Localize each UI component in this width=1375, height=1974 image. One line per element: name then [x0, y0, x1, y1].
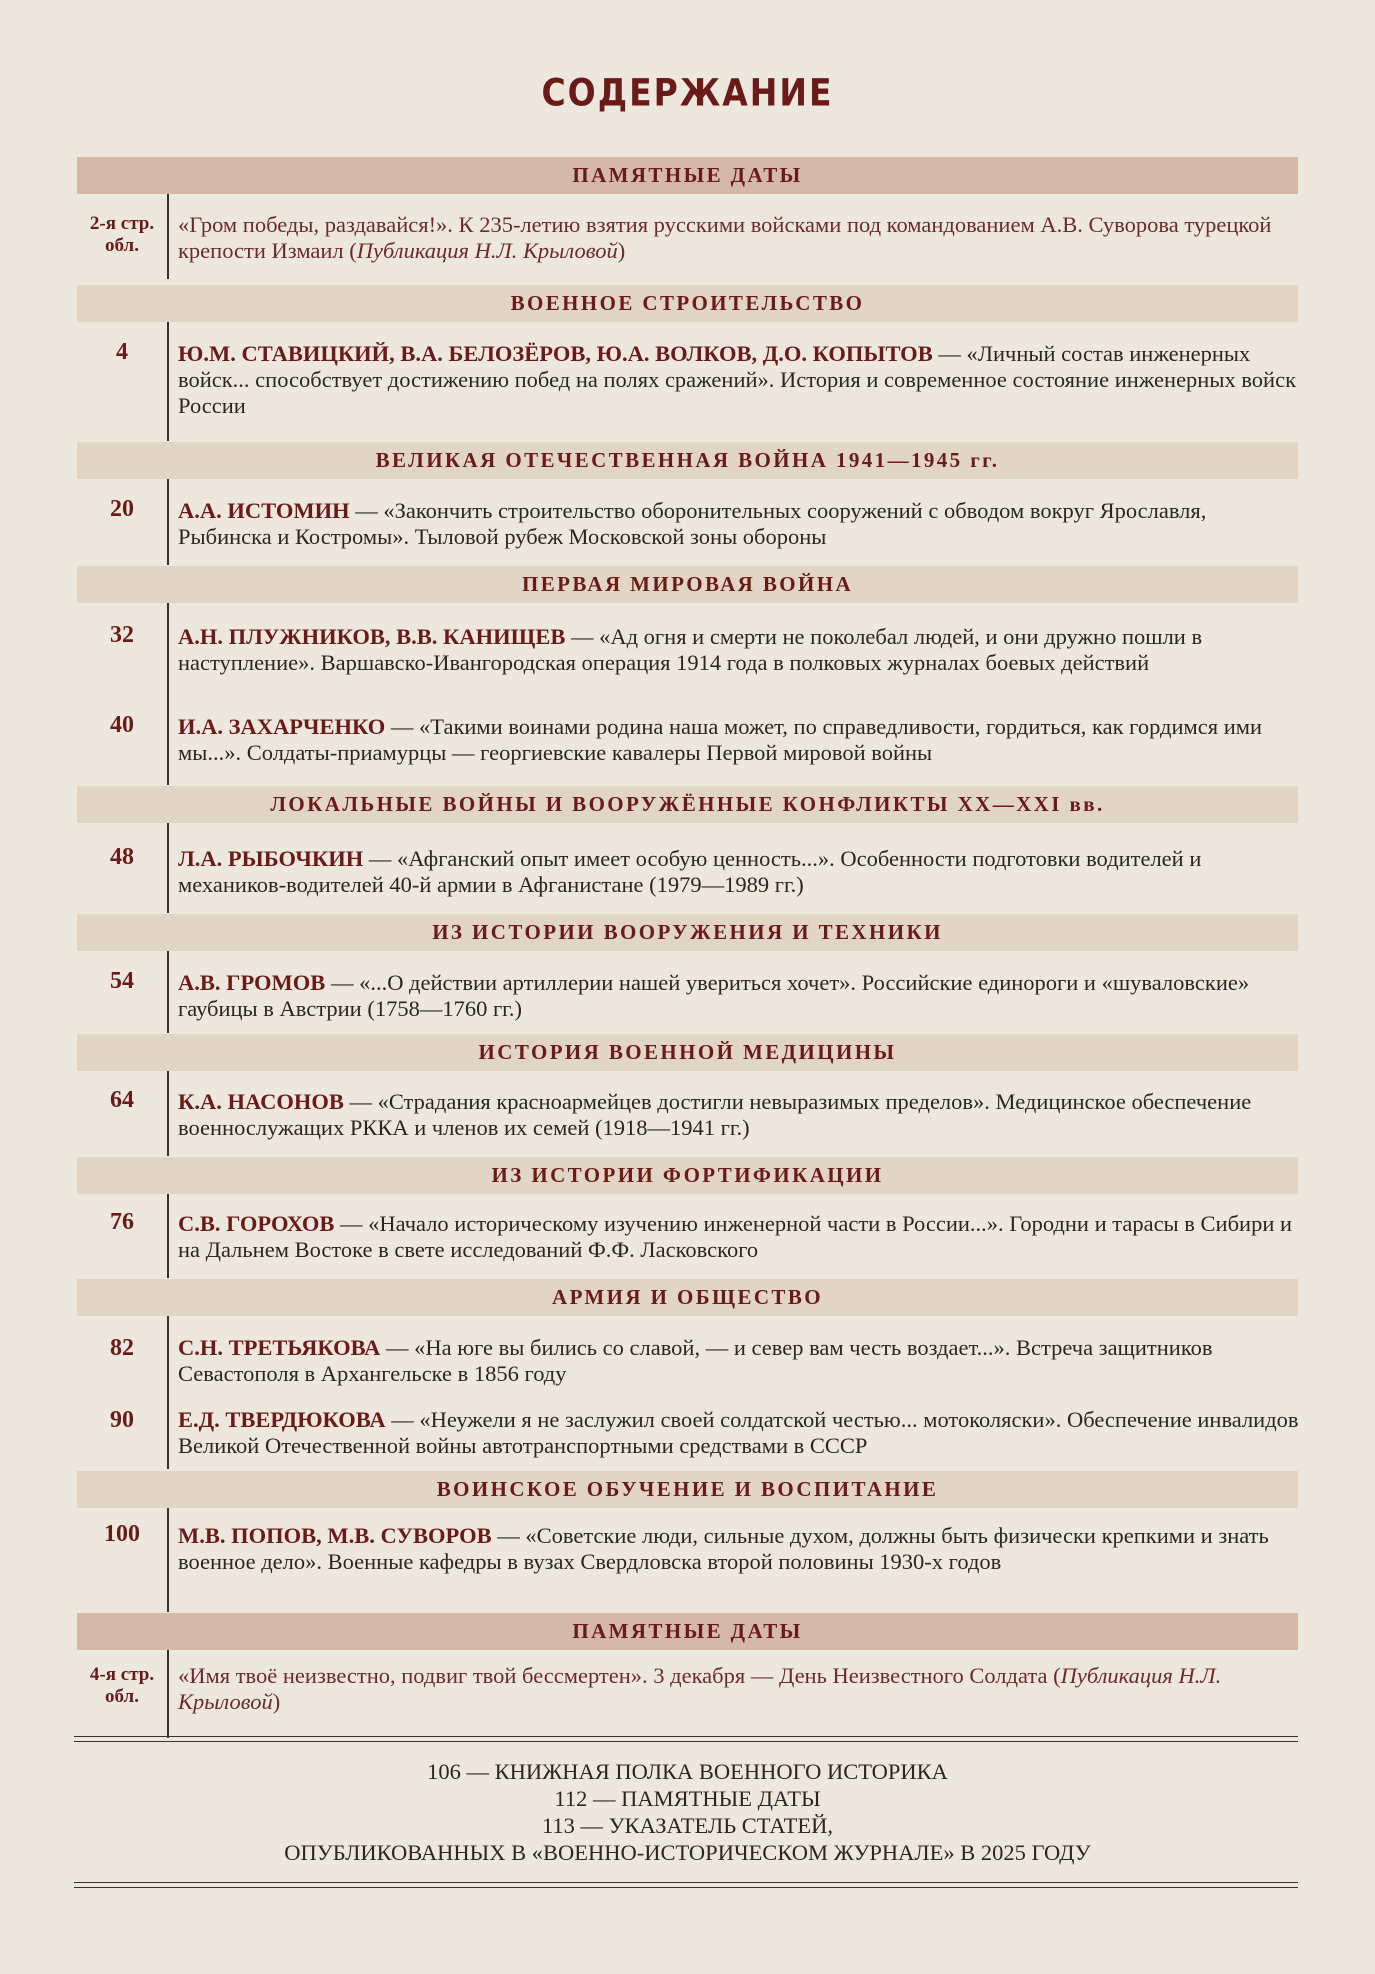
entry-authors: И.А. ЗАХАРЧЕНКО	[178, 714, 386, 739]
divider-rule	[74, 1882, 1298, 1883]
entry-page-number: 2-я стр. обл.	[89, 213, 155, 256]
column-divider	[167, 1316, 169, 1469]
section-header-military-medicine: ИСТОРИЯ ВОЕННОЙ МЕДИЦИНЫ	[77, 1034, 1298, 1071]
column-divider	[167, 1071, 169, 1156]
entry-text: Е.Д. ТВЕРДЮКОВА — «Неужели я не заслужил своей солдатской честью... мотоколяски». Обеспечение инвалидов Великой Отечественной войны автотранспортными средствами в СССР	[178, 1407, 1299, 1458]
entry-text: Л.А. РЫБОЧКИН — «Афганский опыт имеет особую ценность...». Особенности подготовки водителей и механиков-водителей 40-й армии в Афганистане (1979—1989 гг.)	[178, 846, 1202, 897]
section-header-world-war-one: ПЕРВАЯ МИРОВАЯ ВОЙНА	[77, 566, 1298, 603]
column-divider	[167, 951, 169, 1033]
entry-text: «Гром победы, раздавайся!». К 235-летию взятия русскими войсками под командованием А.В. Суворова турецкой крепости Измаил (Публикация Н.Л. Крыловой)	[178, 212, 1272, 263]
entry-page-number: 100	[104, 1521, 140, 1547]
section-header-weapons-history: ИЗ ИСТОРИИ ВООРУЖЕНИЯ И ТЕХНИКИ	[77, 914, 1298, 951]
entry-text: С.Н. ТРЕТЬЯКОВА — «На юге вы бились со славой, — и север вам честь воздает...». Встреча защитников Севастополя в Архангельске в 1856 году	[178, 1335, 1213, 1386]
entry-page-number: 76	[110, 1209, 134, 1235]
divider-rule	[74, 1887, 1298, 1888]
entry-text: И.А. ЗАХАРЧЕНКО — «Такими воинами родина наша может, по справедливости, гордиться, как гордимся ими мы...». Солдаты-приамурцы — георгиевские кавалеры Первой мировой войны	[178, 714, 1263, 765]
entry-text: «Имя твоё неизвестно, подвиг твой бессмертен». 3 декабря — День Неизвестного Солдата (Публикация Н.Л. Крыловой)	[178, 1663, 1222, 1714]
entry-text: С.В. ГОРОХОВ — «Начало историческому изучению инженерной части в России...». Городни и тарасы в Сибири и на Дальнем Востоке в свете исследований Ф.Ф. Ласковского	[178, 1211, 1293, 1262]
section-header-great-patriotic-war: ВЕЛИКАЯ ОТЕЧЕСТВЕННАЯ ВОЙНА 1941—1945 гг.	[77, 442, 1298, 479]
page-title: СОДЕРЖАНИЕ	[541, 71, 834, 115]
entry-text: М.В. ПОПОВ, М.В. СУВОРОВ — «Советские люди, сильные духом, должны быть физически крепкими и знать военное дело». Военные кафедры в вузах Свердловска второй половины 1930-х годов	[178, 1523, 1269, 1574]
entry-authors: Ю.М. СТАВИЦКИЙ, В.А. БЕЛОЗЁРОВ, Ю.А. ВОЛКОВ, Д.О. КОПЫТОВ	[178, 341, 933, 366]
entry-page-number: 82	[110, 1335, 134, 1361]
entry-authors: С.Н. ТРЕТЬЯКОВА	[178, 1335, 381, 1360]
entry-text: К.А. НАСОНОВ — «Страдания красноармейцев достигли невыразимых пределов». Медицинское обеспечение военнослужащих РККА и членов их семей (1918—1941 гг.)	[178, 1089, 1252, 1140]
entry-page-number: 54	[110, 968, 134, 994]
entry-authors: С.В. ГОРОХОВ	[178, 1211, 335, 1236]
column-divider	[167, 1194, 169, 1278]
column-divider	[167, 823, 169, 913]
divider-rule	[74, 1741, 1298, 1742]
entry-authors: К.А. НАСОНОВ	[178, 1089, 344, 1114]
column-divider	[167, 479, 169, 565]
entry-text: А.А. ИСТОМИН — «Закончить строительство оборонительных сооружений с обводом вокруг Ярославля, Рыбинска и Костромы». Тыловой рубеж Московской зоны обороны	[178, 498, 1207, 549]
column-divider	[167, 194, 169, 279]
entry-authors: Л.А. РЫБОЧКИН	[178, 846, 364, 871]
section-header-memorable-dates-2: ПАМЯТНЫЕ ДАТЫ	[77, 1613, 1298, 1650]
footer-line: 113 — УКАЗАТЕЛЬ СТАТЕЙ,	[541, 1813, 834, 1838]
entry-authors: Е.Д. ТВЕРДЮКОВА	[178, 1407, 386, 1432]
entry-authors: М.В. ПОПОВ, М.В. СУВОРОВ	[178, 1523, 492, 1548]
entry-authors: А.А. ИСТОМИН	[178, 498, 350, 523]
section-header-local-wars: ЛОКАЛЬНЫЕ ВОЙНЫ И ВООРУЖЁННЫЕ КОНФЛИКТЫ XX—XXI вв.	[77, 786, 1298, 823]
column-divider	[167, 1508, 169, 1612]
column-divider	[167, 1650, 169, 1738]
entry-page-number: 20	[110, 496, 134, 522]
entry-authors: А.В. ГРОМОВ	[178, 970, 326, 995]
section-header-army-and-society: АРМИЯ И ОБЩЕСТВО	[77, 1279, 1298, 1316]
column-divider	[167, 322, 169, 441]
entry-page-number: 90	[110, 1407, 134, 1433]
entry-page-number: 4	[116, 339, 128, 365]
entry-authors: А.Н. ПЛУЖНИКОВ, В.В. КАНИЩЕВ	[178, 624, 566, 649]
footer-line: 112 — ПАМЯТНЫЕ ДАТЫ	[554, 1786, 821, 1811]
footer-line: 106 — КНИЖНАЯ ПОЛКА ВОЕННОГО ИСТОРИКА	[427, 1759, 948, 1784]
section-header-military-construction: ВОЕННОЕ СТРОИТЕЛЬСТВО	[77, 285, 1298, 322]
entry-text: А.В. ГРОМОВ — «...О действии артиллерии нашей увериться хочет». Российские единороги и «шуваловские» гаубицы в Австрии (1758—1760 гг.)	[178, 970, 1250, 1021]
section-header-fortification: ИЗ ИСТОРИИ ФОРТИФИКАЦИИ	[77, 1157, 1298, 1194]
entry-text: А.Н. ПЛУЖНИКОВ, В.В. КАНИЩЕВ — «Ад огня и смерти не поколебал людей, и они дружно пошли в наступление». Варшавско-Ивангородская операция 1914 года в полковых журналах боевых действий	[178, 624, 1203, 675]
entry-page-number: 48	[110, 844, 134, 870]
footer-line: ОПУБЛИКОВАННЫХ В «ВОЕННО-ИСТОРИЧЕСКОМ ЖУРНАЛЕ» В 2025 ГОДУ	[284, 1840, 1091, 1865]
entry-page-number: 64	[110, 1087, 134, 1113]
column-divider	[167, 603, 169, 785]
footer-contents	[0, 1758, 1375, 1866]
divider-rule	[74, 1736, 1298, 1737]
section-header-memorable-dates: ПАМЯТНЫЕ ДАТЫ	[77, 157, 1298, 194]
section-header-military-training: ВОИНСКОЕ ОБУЧЕНИЕ И ВОСПИТАНИЕ	[77, 1471, 1298, 1508]
entry-page-number: 32	[110, 622, 134, 648]
entry-page-number: 40	[110, 712, 134, 738]
entry-text: Ю.М. СТАВИЦКИЙ, В.А. БЕЛОЗЁРОВ, Ю.А. ВОЛКОВ, Д.О. КОПЫТОВ — «Личный состав инженерных войск... способствует достижению побед на полях сражений». История и современное состояние инженерных войск России	[178, 341, 1297, 418]
entry-page-number: 4-я стр. обл.	[89, 1664, 155, 1707]
